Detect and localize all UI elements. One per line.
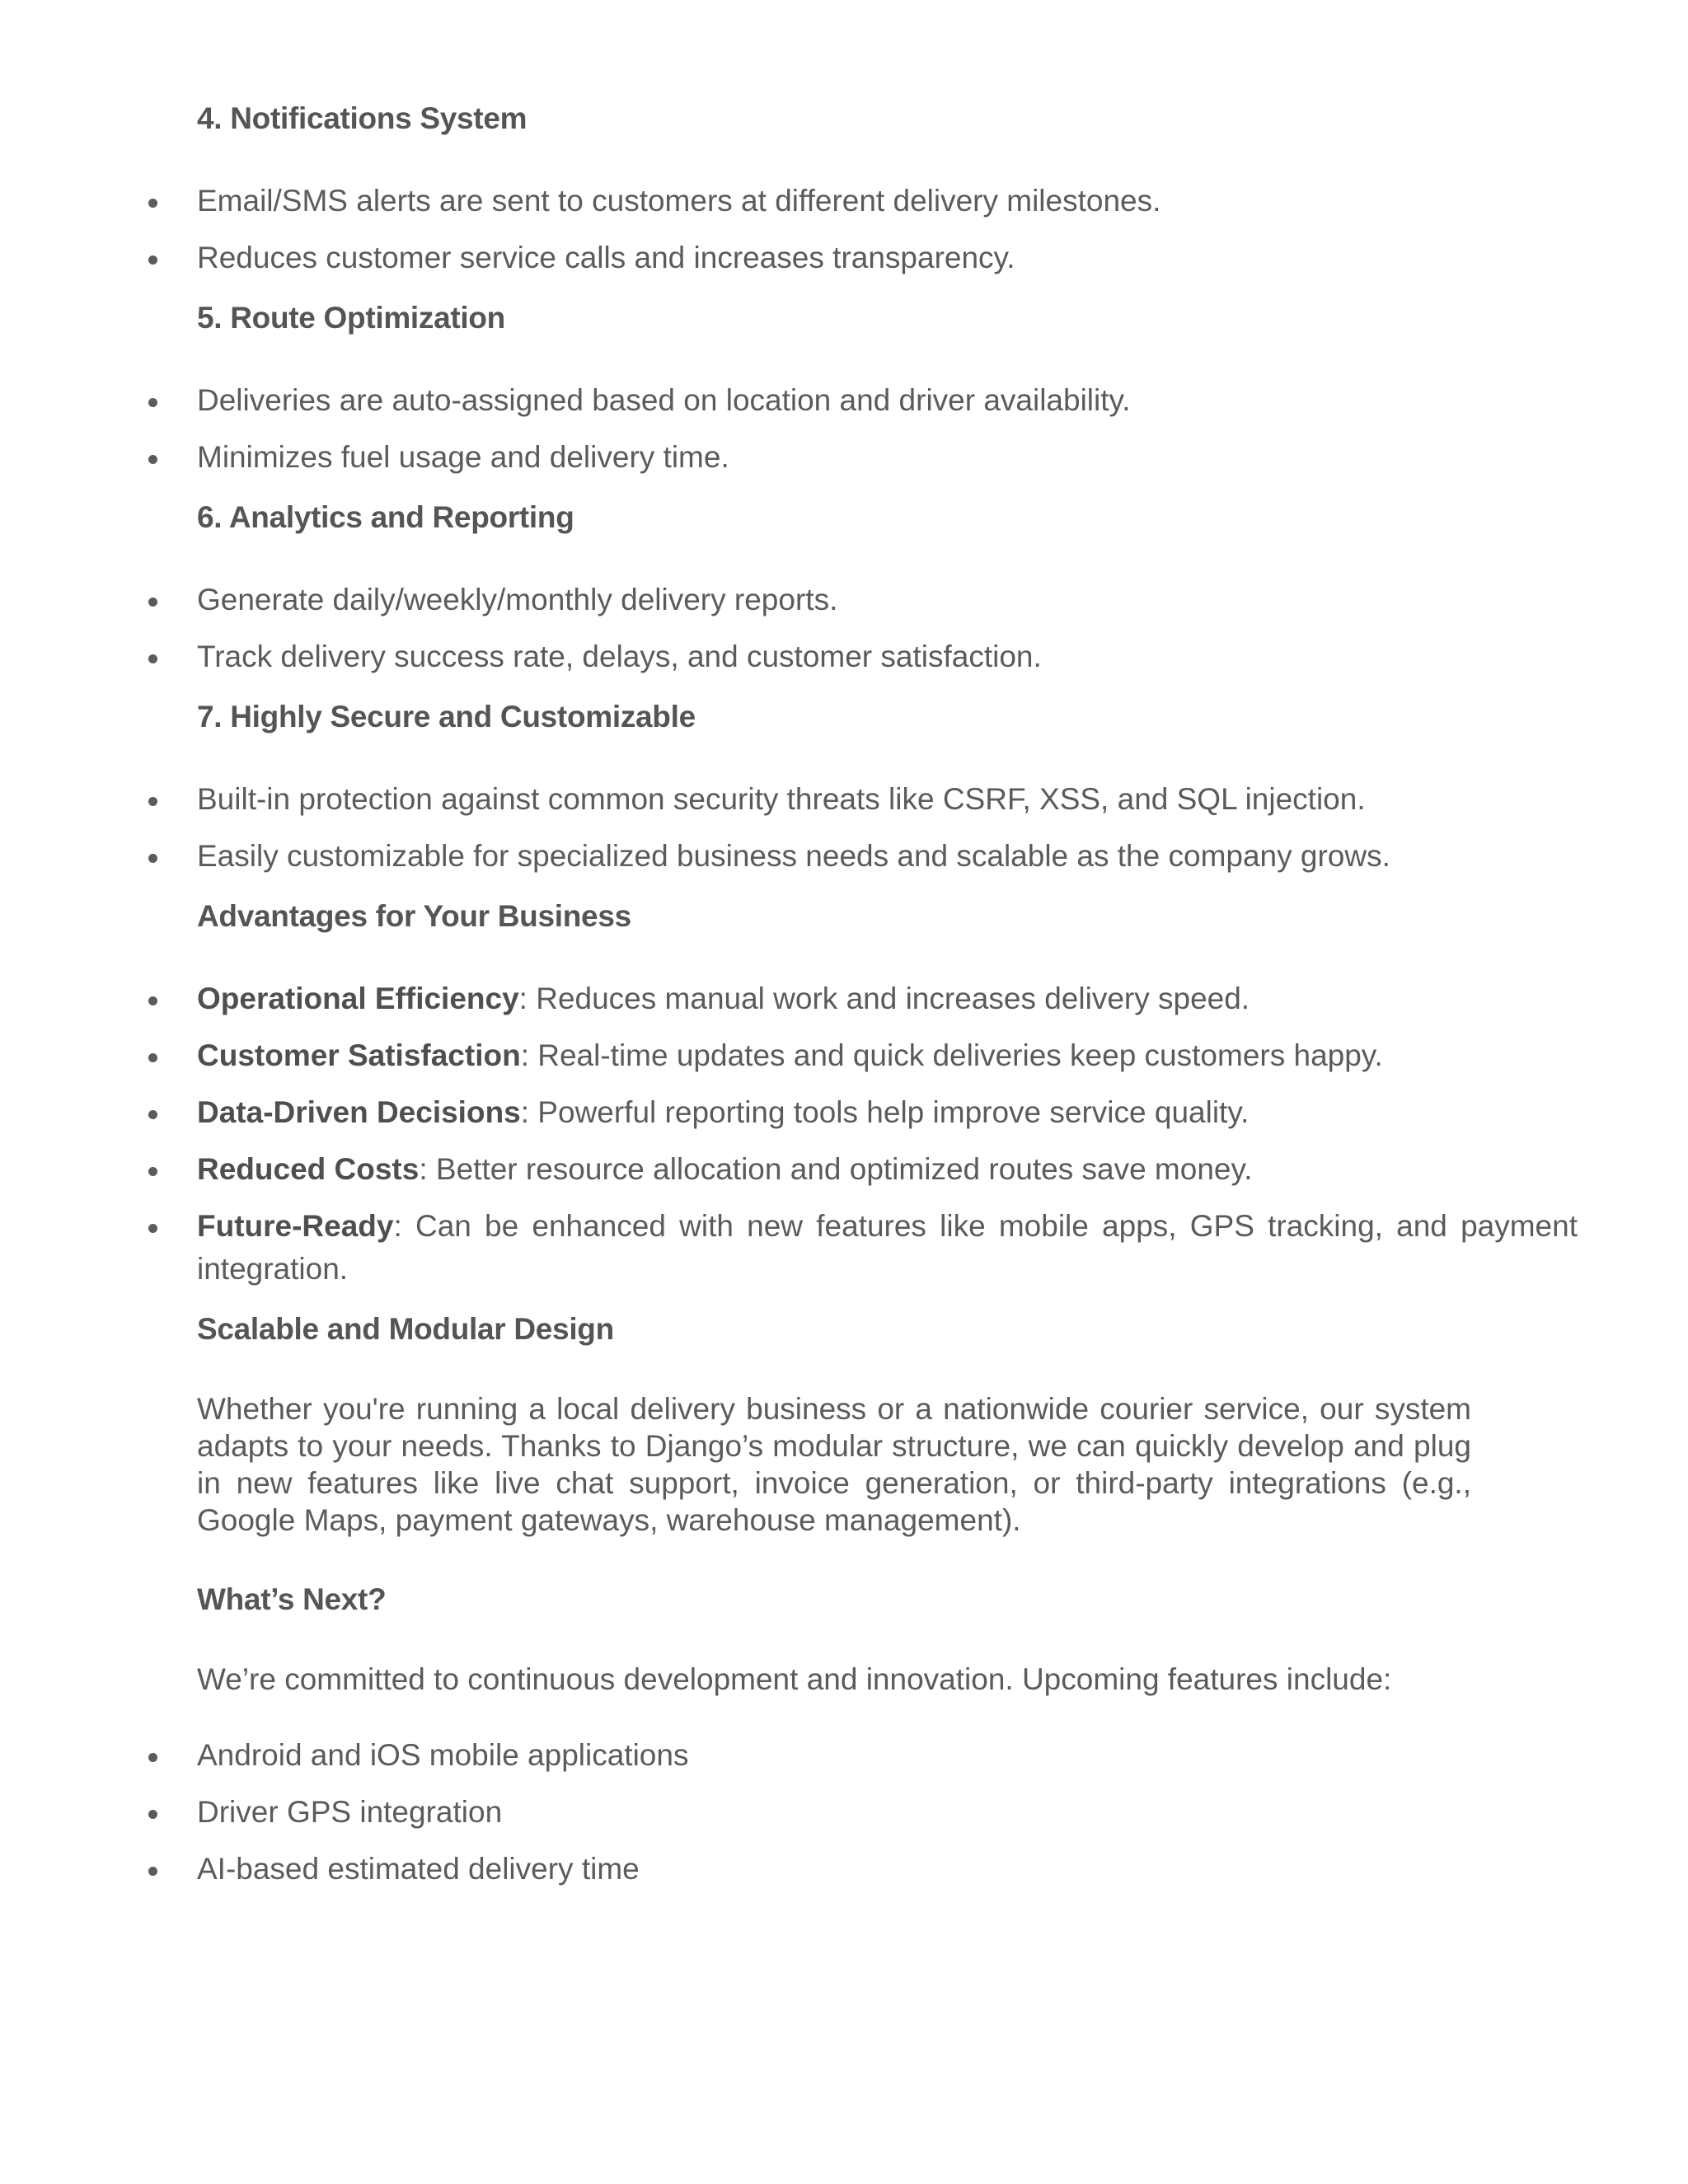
bullet-icon bbox=[148, 854, 157, 863]
list-item: Deliveries are auto-assigned based on location and driver availability. bbox=[0, 379, 1688, 422]
list-item: Minimizes fuel usage and delivery time. bbox=[0, 436, 1688, 479]
list-item: Operational Efficiency: Reduces manual work and increases delivery speed. bbox=[0, 977, 1688, 1020]
list-item: Email/SMS alerts are sent to customers at different delivery milestones. bbox=[0, 180, 1688, 223]
bullet-icon bbox=[148, 1867, 157, 1876]
bullet-icon bbox=[148, 1110, 157, 1119]
bullet-icon bbox=[148, 455, 157, 464]
bullet-icon bbox=[148, 199, 157, 208]
bullet-icon bbox=[148, 255, 157, 265]
analytics-list bbox=[0, 579, 1688, 678]
bullet-icon bbox=[148, 996, 157, 1005]
list-item: Customer Satisfaction: Real-time updates and quick deliveries keep customers happy. bbox=[0, 1034, 1688, 1077]
list-item: Built-in protection against common security threats like CSRF, XSS, and SQL injection. bbox=[0, 778, 1688, 821]
section-heading-whats-next: What’s Next? bbox=[197, 1582, 387, 1616]
list-item: Easily customizable for specialized business needs and scalable as the company grows. bbox=[0, 835, 1688, 878]
bullet-icon bbox=[148, 1167, 157, 1176]
section-heading-scalable: Scalable and Modular Design bbox=[197, 1312, 614, 1346]
advantage-term: Data-Driven Decisions bbox=[197, 1095, 521, 1129]
notifications-list bbox=[0, 180, 1688, 279]
bullet-icon bbox=[148, 398, 157, 407]
section-heading-route-optimization: 5. Route Optimization bbox=[197, 301, 505, 335]
bullet-icon bbox=[148, 1753, 157, 1762]
list-item: Generate daily/weekly/monthly delivery reports. bbox=[0, 579, 1688, 621]
upcoming-features-list bbox=[0, 1734, 1688, 1891]
advantages-list bbox=[0, 977, 1688, 1291]
section-heading-advantages: Advantages for Your Business bbox=[197, 899, 631, 933]
bullet-icon bbox=[148, 1224, 157, 1233]
list-item: Driver GPS integration bbox=[0, 1791, 1688, 1834]
section-heading-secure: 7. Highly Secure and Customizable bbox=[197, 700, 696, 733]
bullet-icon bbox=[148, 1810, 157, 1819]
section-heading-notifications: 4. Notifications System bbox=[197, 101, 528, 135]
advantage-term: Reduced Costs bbox=[197, 1152, 420, 1186]
advantage-term: Customer Satisfaction bbox=[197, 1038, 521, 1072]
route-list bbox=[0, 379, 1688, 479]
list-item: Reduced Costs: Better resource allocation and optimized routes save money. bbox=[0, 1148, 1688, 1191]
list-item: Track delivery success rate, delays, and customer satisfaction. bbox=[0, 635, 1688, 678]
list-item: AI-based estimated delivery time bbox=[0, 1848, 1688, 1891]
advantage-term: Future-Ready bbox=[197, 1209, 394, 1243]
bullet-icon bbox=[148, 598, 157, 607]
list-item: Future-Ready: Can be enhanced with new features like mobile apps, GPS tracking, and payment integration. bbox=[0, 1205, 1688, 1291]
advantage-term: Operational Efficiency bbox=[197, 982, 519, 1015]
bullet-icon bbox=[148, 1053, 157, 1062]
whats-next-paragraph: We’re committed to continuous development and innovation. Upcoming features include: bbox=[197, 1662, 1392, 1696]
list-item: Android and iOS mobile applications bbox=[0, 1734, 1688, 1777]
secure-list bbox=[0, 778, 1688, 878]
bullet-icon bbox=[148, 654, 157, 663]
section-heading-analytics: 6. Analytics and Reporting bbox=[197, 500, 574, 534]
list-item: Reduces customer service calls and increases transparency. bbox=[0, 237, 1688, 279]
bullet-icon bbox=[148, 797, 157, 806]
scalable-paragraph: Whether you're running a local delivery business or a nationwide courier service, our system adapts to your needs. Thanks to Django’s modular structure, we can quickly develop and plug in new features like live chat support, invoice generation, or third-party integrations (e.g., Google Maps, payment gateways, warehouse management). bbox=[197, 1392, 1471, 1537]
list-item: Data-Driven Decisions: Powerful reporting tools help improve service quality. bbox=[0, 1091, 1688, 1134]
